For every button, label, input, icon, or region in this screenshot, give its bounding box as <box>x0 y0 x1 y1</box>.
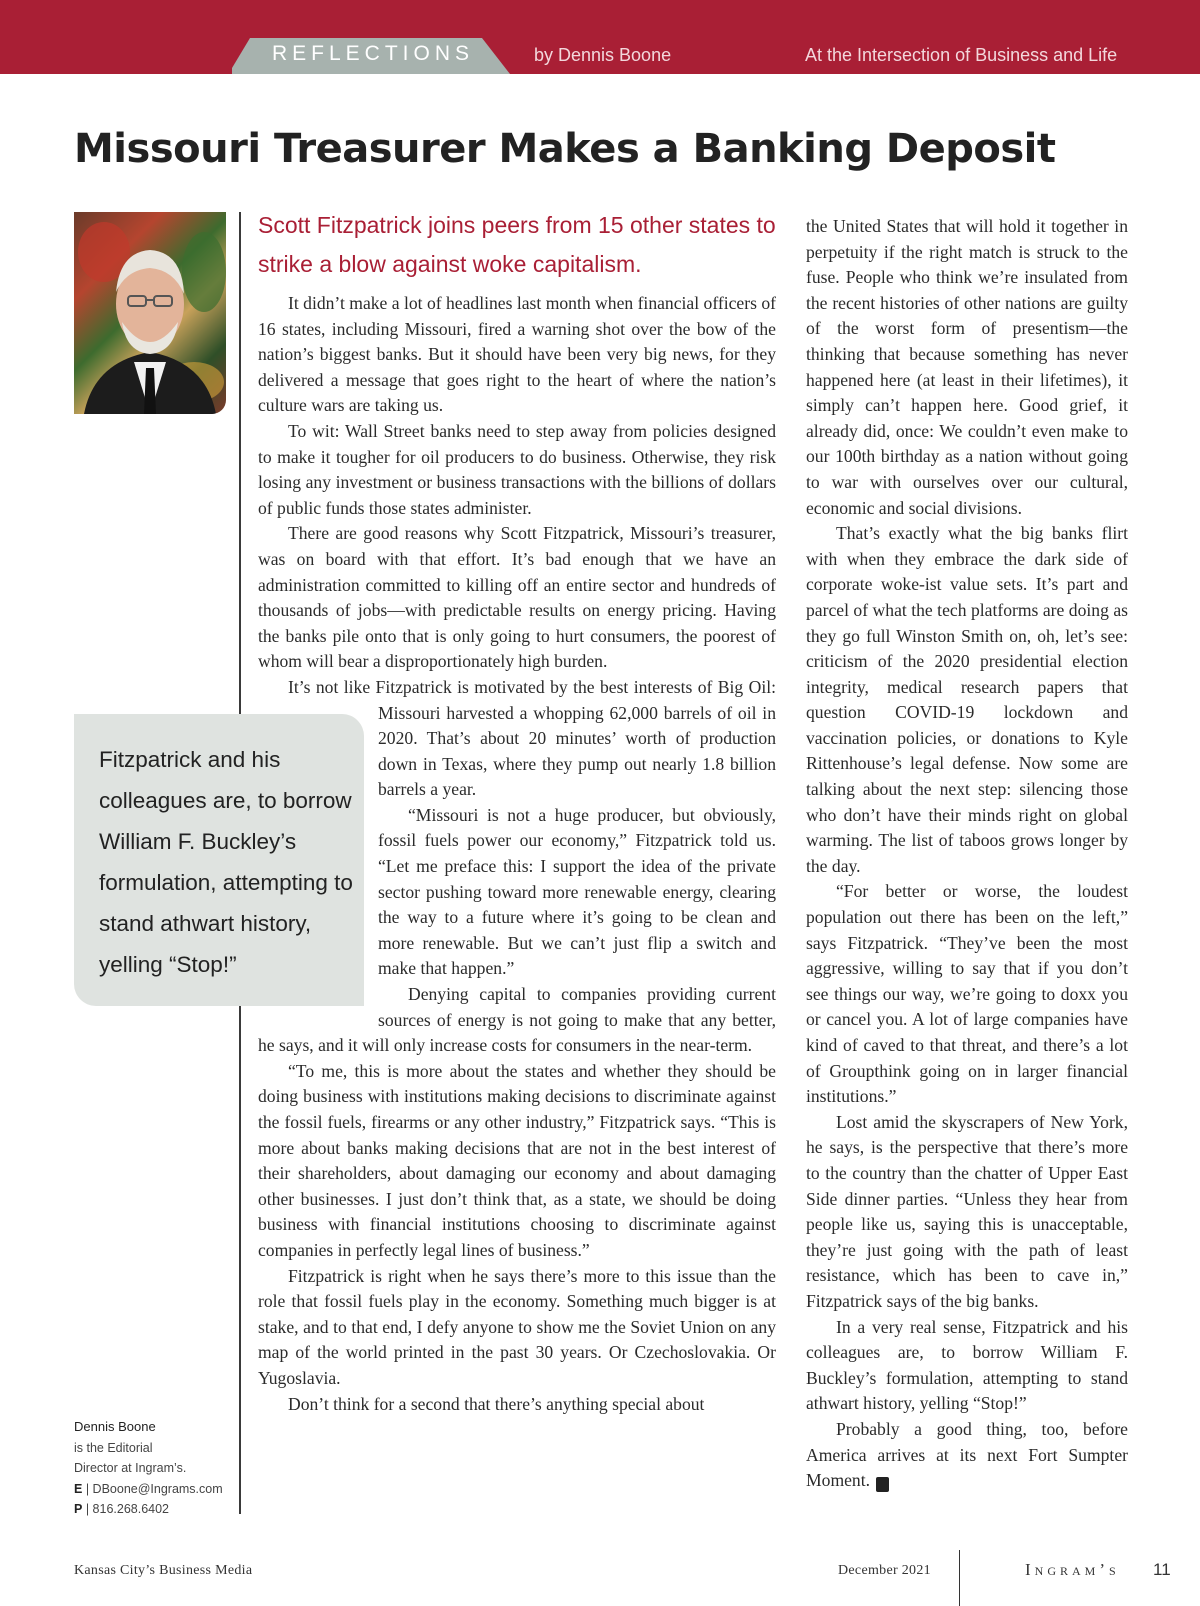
article-column-2 <box>806 214 1128 1494</box>
email-label: E <box>74 1481 83 1496</box>
pullquote-text: Fitzpatrick and his colleagues are, to borrow William F. Buckley’s formulation, attempting to stand athwart history, yelling “Stop!” <box>99 747 353 977</box>
paragraph: That’s exactly what the big banks flirt with when they embrace the dark side of corporate woke-ist value sets. It’s part and parcel of what the tech platforms are doing as they go full Winston Smith on, oh, let’s see: criticism of the 2020 presidential election integrity, medical research papers that question COVID-19 lockdown and vaccination policies, or donations to Kyle Rittenhouse’s legal defense. Now some are talking about the next step: silencing those who don’t have their minds right on global warming. The list of taboos grows longer by the day. <box>806 523 1128 876</box>
final-paragraph-text: Probably a good thing, too, before America arrives at its next Fort Sumpter Moment. <box>806 1418 1128 1491</box>
section-tab-label: REFLECTIONS <box>272 42 475 65</box>
footer-publication: Kansas City’s Business Media <box>74 1563 253 1578</box>
footer-date: December 2021 <box>838 1563 931 1578</box>
footer-divider <box>959 1550 960 1606</box>
paragraph: “For better or worse, the loudest population out there has been on the left,” says Fitzpatrick. “They’ve been the most aggressive, willing to say that if you don’t see things our way, we’re going to doxx you or cancel you. A lot of large companies have kind of caved to that threat, and there’s a lot of Groupthink going on in larger financial institutions.” <box>806 881 1128 1107</box>
paragraph: In a very real sense, Fitzpatrick and his colleagues are, to borrow William F. Buckley’s formulation, attempting to stand athwart history, yelling “Stop!” <box>806 1316 1128 1414</box>
paragraph: Don’t think for a second that there’s anything special about <box>288 1393 705 1414</box>
author-email-row: E | DBoone@Ingrams.com <box>74 1481 223 1496</box>
paragraph: “Missouri is not a huge producer, but obviously, fossil fuels power our economy,” Fitzpatrick told us. “Let me preface this: I support the idea of the private sector pushing toward more renewable energy, clearing the way to a future where it’s going to be clean and more renewable. But we can’t just flip a switch and make that happen.” <box>378 804 776 979</box>
author-photo <box>74 212 226 414</box>
end-of-story-icon: I <box>876 1477 889 1492</box>
footer-brand-logo: Ingram’s <box>1025 1560 1120 1579</box>
author-role-line: Director at Ingram’s. <box>74 1461 187 1475</box>
author-role-line: is the Editorial <box>74 1440 153 1455</box>
article-deck: Scott Fitzpatrick joins peers from 15 other states to strike a blow against woke capitalism. <box>258 212 776 277</box>
paragraph: It didn’t make a lot of headlines last month when financial officers of 16 states, including Missouri, fired a warning shot over the bow of the nation’s biggest banks. But it should have been very big news, for they delivered a message that goes right to the heart of where the nation’s culture wars are taking us. <box>258 293 776 416</box>
author-name: Dennis Boone <box>74 1419 156 1434</box>
author-bio <box>74 1417 234 1520</box>
paragraph: Denying capital to companies providing current sources of energy is not going to make that any better, he says, and it will only increase costs for consumers in the near-term. <box>258 984 776 1056</box>
page-number: 11 <box>1153 1560 1171 1579</box>
paragraph: the United States that will hold it together in perpetuity if the right match is struck to the fuse. People who think we’re insulated from the recent histories of other nations are guilty of the worst form of presentism—the thinking that because something has never happened here (at least in their lifetimes), it simply can’t happen here. Good grief, it already did, once: We couldn’t even make to our 100th birthday as a nation without going to war with ourselves over our cultural, economic and social divisions. <box>806 216 1128 518</box>
header-byline: by Dennis Boone <box>534 45 672 65</box>
author-email[interactable]: DBoone@Ingrams.com <box>92 1481 223 1496</box>
paragraph: “To me, this is more about the states and whether they should be doing business with institutions making decisions to discriminate against the fossil fuels, firearms or any other industry,” Fitzpatrick says. “This is more about banks making decisions that are not in the best interest of their shareholders, about damaging our economy and about damaging other businesses. I just don’t think that, as a state, we should be doing business with financial institutions choosing to discriminate against companies in perfectly legal lines of business.” <box>258 1060 776 1260</box>
header-tagline: At the Intersection of Business and Life <box>805 45 1118 65</box>
paragraph: To wit: Wall Street banks need to step away from policies designed to make it tougher for oil producers to do business. Otherwise, they risk losing any investment or business transactions with the billions of dollars of public funds those states administer. <box>258 420 776 518</box>
paragraph: Fitzpatrick is right when he says there’s more to this issue than the role that fossil fuels play in the economy. Something much bigger is at stake, and to that end, I defy anyone to show me the Soviet Union on any map of the world printed in the past 30 years. Or Czechoslovakia. Or Yugoslavia. <box>258 1265 776 1388</box>
article-headline: Missouri Treasurer Makes a Banking Deposit <box>74 126 1056 172</box>
paragraph: It’s not like Fitzpatrick is motivated by the best interests of Big Oil: Missouri harvested a whopping 62,000 barrels of oil in 2020. That’s about 20 minutes’ worth of production down in Texas, where they pump out nearly 1.8 billion barrels a year. <box>288 676 776 800</box>
paragraph-final <box>806 1417 1128 1494</box>
author-phone: 816.268.6402 <box>92 1502 170 1516</box>
paragraph: Lost amid the skyscrapers of New York, he says, is the perspective that there’s more to the country than the chatter of Upper East Side dinner parties. “Unless they hear from people like us, saying this is unacceptable, they’re just going with the path of least resistance, which has been to cave in,” Fitzpatrick says of the big banks. <box>806 1111 1128 1311</box>
phone-label: P <box>74 1502 83 1516</box>
paragraph: There are good reasons why Scott Fitzpatrick, Missouri’s treasurer, was on board with that effort. It’s bad enough that we have an administration committed to killing off an entire sector and hundreds of thousands of jobs—with predictable results on energy pricing. Having the banks pile onto that is only going to hurt consumers, the poorest of whom will bear a disproportionately high burden. <box>258 523 776 672</box>
author-phone-row: P | 816.268.6402 <box>74 1502 170 1516</box>
